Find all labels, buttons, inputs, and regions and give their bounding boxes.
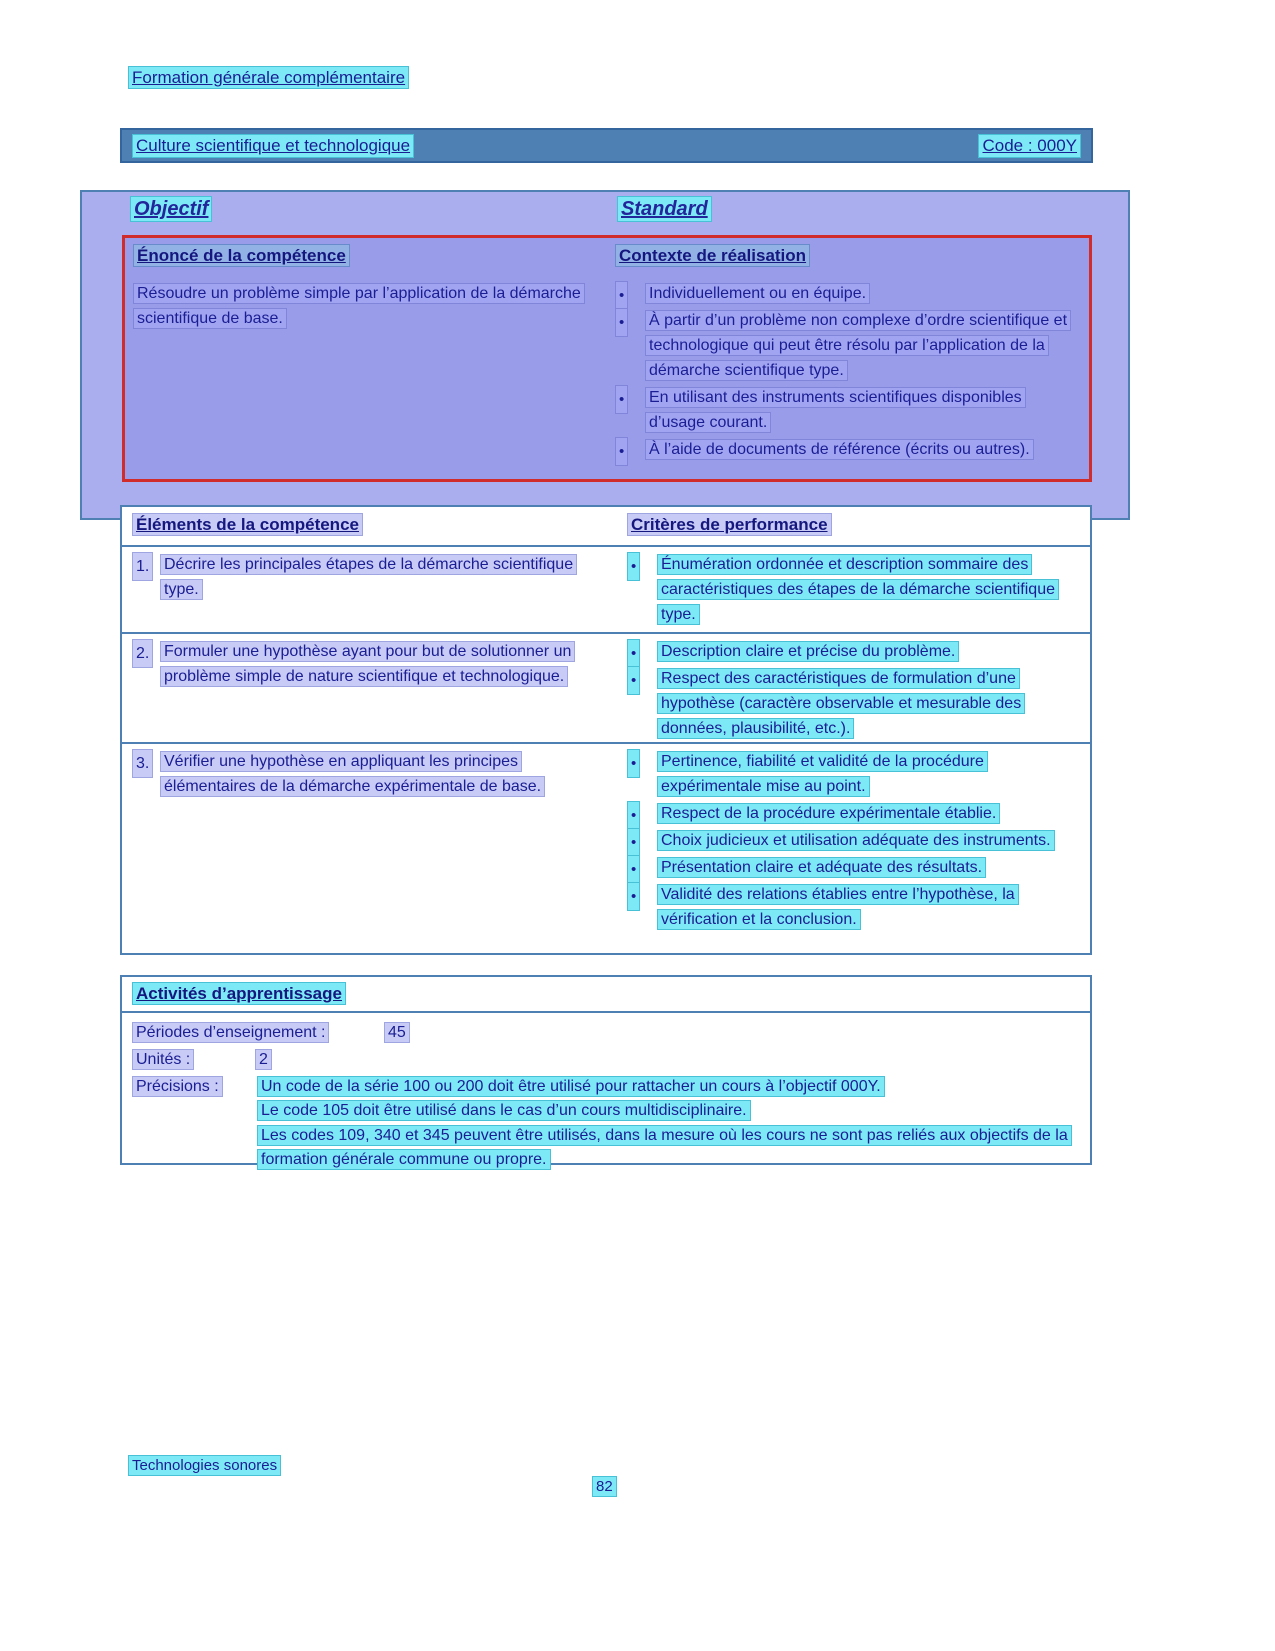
element-cell: 3. Vérifier une hypothèse en appliquant les principes élémentaires de la démarche expérimentale de base. [132, 749, 592, 955]
footer-course-name: Technologies sonores [128, 1457, 281, 1474]
criteria-item: • Respect des caractéristiques de formulation d’une hypothèse (caractère observable et mesurable des données, plausibilité, etc.). [627, 666, 1077, 741]
elements-table-header [122, 507, 1090, 547]
contexte-item: • En utilisant des instruments scientifiques disponibles d’usage courant. [615, 385, 1080, 435]
bullet-icon: • [615, 437, 628, 466]
periodes-label: Périodes d’enseignement : [132, 1021, 384, 1045]
bullet-icon: • [627, 801, 640, 830]
bullet-icon: • [627, 855, 640, 884]
criteria-list [627, 749, 1080, 932]
unites-line [132, 1048, 1080, 1072]
row-number: 2. [132, 639, 153, 668]
activities-box [120, 975, 1092, 1168]
criteria-cell [627, 552, 1080, 632]
element-cell: 1. Décrire les principales étapes de la démarche scientifique type. [132, 552, 592, 632]
unites-value: 2 [255, 1049, 272, 1070]
contexte-list [615, 281, 1081, 462]
header-text: Formation générale complémentaire [128, 66, 409, 89]
criteria-list [627, 639, 1080, 741]
objectif-label: Objectif [130, 198, 212, 221]
precisions-line [132, 1075, 1080, 1173]
periodes-value: 45 [384, 1022, 410, 1043]
table-row [122, 547, 1090, 634]
contexte-column [615, 244, 1081, 479]
criteria-cell [627, 639, 1080, 743]
competence-box [122, 235, 1092, 482]
contexte-item: • Individuellement ou en équipe. [615, 281, 1080, 306]
criteria-item: • Description claire et précise du problème. [627, 639, 1077, 664]
unites-label: Unités : [132, 1048, 255, 1072]
bullet-icon: • [627, 666, 640, 695]
criteria-item: • Énumération ordonnée et description sommaire des caractéristiques des étapes de la démarche scientifique type. [627, 552, 1077, 627]
bullet-icon: • [615, 308, 628, 337]
criteria-item: • Choix judicieux et utilisation adéquate des instruments. [627, 828, 1077, 853]
enonce-text: Résoudre un problème simple par l’application de la démarche scientifique de base. [133, 281, 583, 331]
standard-label: Standard [617, 198, 712, 221]
criteria-cell [627, 749, 1080, 955]
activities-body [122, 1013, 1090, 1173]
page-number: 82 [592, 1478, 617, 1495]
elements-header-cell: Éléments de la compétence [132, 515, 627, 545]
row-number: 3. [132, 749, 153, 778]
precisions-label: Précisions : [132, 1075, 257, 1099]
criteria-header-cell: Critères de performance [627, 515, 1080, 545]
row-number: 1. [132, 552, 153, 581]
periodes-line [132, 1021, 1080, 1045]
bullet-icon: • [627, 639, 640, 668]
bullet-icon: • [627, 552, 640, 581]
bullet-icon: • [615, 385, 628, 414]
table-row [122, 634, 1090, 744]
document-header [128, 68, 409, 88]
criteria-item: • Présentation claire et adéquate des résultats. [627, 855, 1077, 880]
criteria-item: • Validité des relations établies entre l’hypothèse, la vérification et la conclusion. [627, 882, 1077, 932]
objectif-standard-panel [80, 190, 1130, 520]
activities-header: Activités d’apprentissage [122, 977, 1090, 1013]
element-cell: 2. Formuler une hypothèse ayant pour but de solutionner un problème simple de nature scientifique et technologique. [132, 639, 592, 743]
title-bar-code: Code : 000Y [978, 134, 1081, 158]
contexte-item: • À partir d’un problème non complexe d’ordre scientifique et technologique qui peut être résolu par l’application de la démarche scientifique type. [615, 308, 1080, 383]
title-bar [120, 128, 1093, 163]
contexte-item: • À l’aide de documents de référence (écrits ou autres). [615, 437, 1080, 462]
criteria-item: • Respect de la procédure expérimentale établie. [627, 801, 1077, 826]
criteria-item: • Pertinence, fiabilité et validité de la procédure expérimentale mise au point. [627, 749, 1077, 799]
table-row [122, 744, 1090, 955]
contexte-header: Contexte de réalisation [615, 244, 1081, 268]
bullet-icon: • [627, 828, 640, 857]
bullet-icon: • [615, 281, 628, 310]
enonce-column [133, 244, 615, 479]
title-bar-title: Culture scientifique et technologique [132, 134, 414, 158]
bullet-icon: • [627, 882, 640, 911]
enonce-header: Énoncé de la compétence [133, 244, 615, 268]
precisions-text: Un code de la série 100 ou 200 doit être utilisé pour rattacher un cours à l’objectif 000Y. Le code 105 doit être utilisé dans le cas d’un cours multidisciplinaire. Les codes 109, 340 et 345 peuvent être utilisés, dans la mesure où les cours ne sont pas reliés aux objectifs de la formation générale commune ou propre. [257, 1075, 1077, 1173]
elements-criteria-table [120, 505, 1092, 955]
bullet-icon: • [627, 749, 640, 778]
criteria-list [627, 552, 1080, 627]
